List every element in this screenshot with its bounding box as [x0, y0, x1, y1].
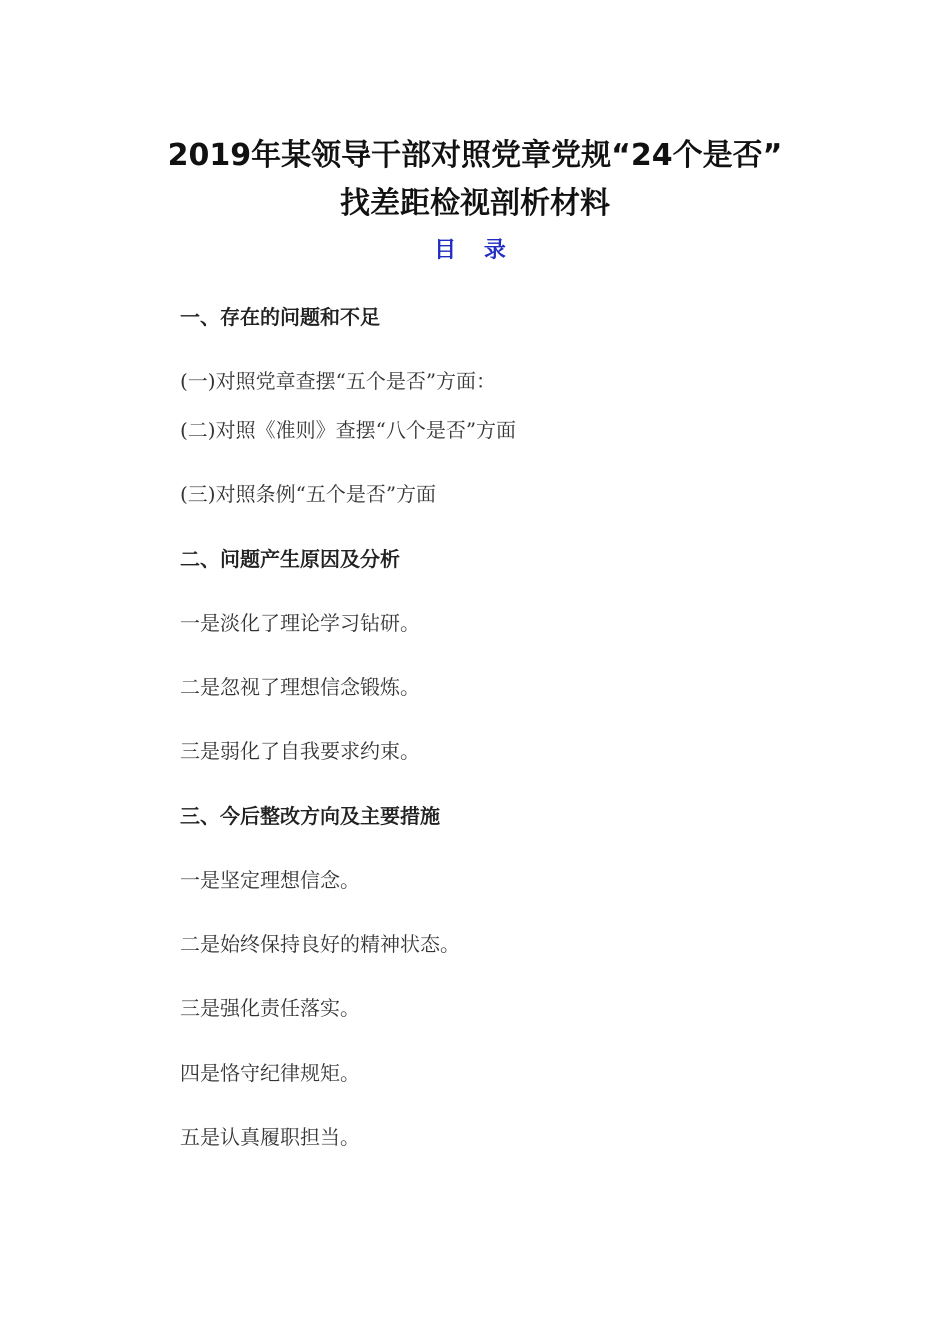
toc-entry[interactable]: 二是始终保持良好的精神状态。 — [180, 932, 460, 956]
toc-entry[interactable]: (一)对照党章查摆“五个是否”方面： — [180, 369, 497, 393]
toc-entry[interactable]: 五是认真履职担当。 — [180, 1125, 360, 1149]
toc-section-heading[interactable]: 三、今后整改方向及主要措施 — [180, 804, 440, 828]
toc-entry[interactable]: 三是强化责任落实。 — [180, 996, 360, 1020]
toc-entry[interactable]: 四是恪守纪律规矩。 — [180, 1061, 360, 1085]
document-title-line-2: 找差距检视剖析材料 — [340, 186, 610, 221]
toc-heading: 目 录 — [434, 238, 516, 263]
document-title-line-1: 2019年某领导干部对照党章党规“24个是否” — [167, 138, 783, 173]
toc-entry[interactable]: 三是弱化了自我要求约束。 — [180, 739, 420, 763]
toc-entry[interactable]: 一是淡化了理论学习钻研。 — [180, 611, 420, 635]
toc-section-heading[interactable]: 一、存在的问题和不足 — [180, 305, 380, 329]
toc-entry[interactable]: 一是坚定理想信念。 — [180, 868, 360, 892]
toc-section-heading[interactable]: 二、问题产生原因及分析 — [180, 547, 400, 571]
toc-entry[interactable]: (二)对照《准则》查摆“八个是否”方面 — [180, 418, 517, 442]
toc-entry[interactable]: (三)对照条例“五个是否”方面 — [180, 482, 437, 506]
toc-entry[interactable]: 二是忽视了理想信念锻炼。 — [180, 675, 420, 699]
